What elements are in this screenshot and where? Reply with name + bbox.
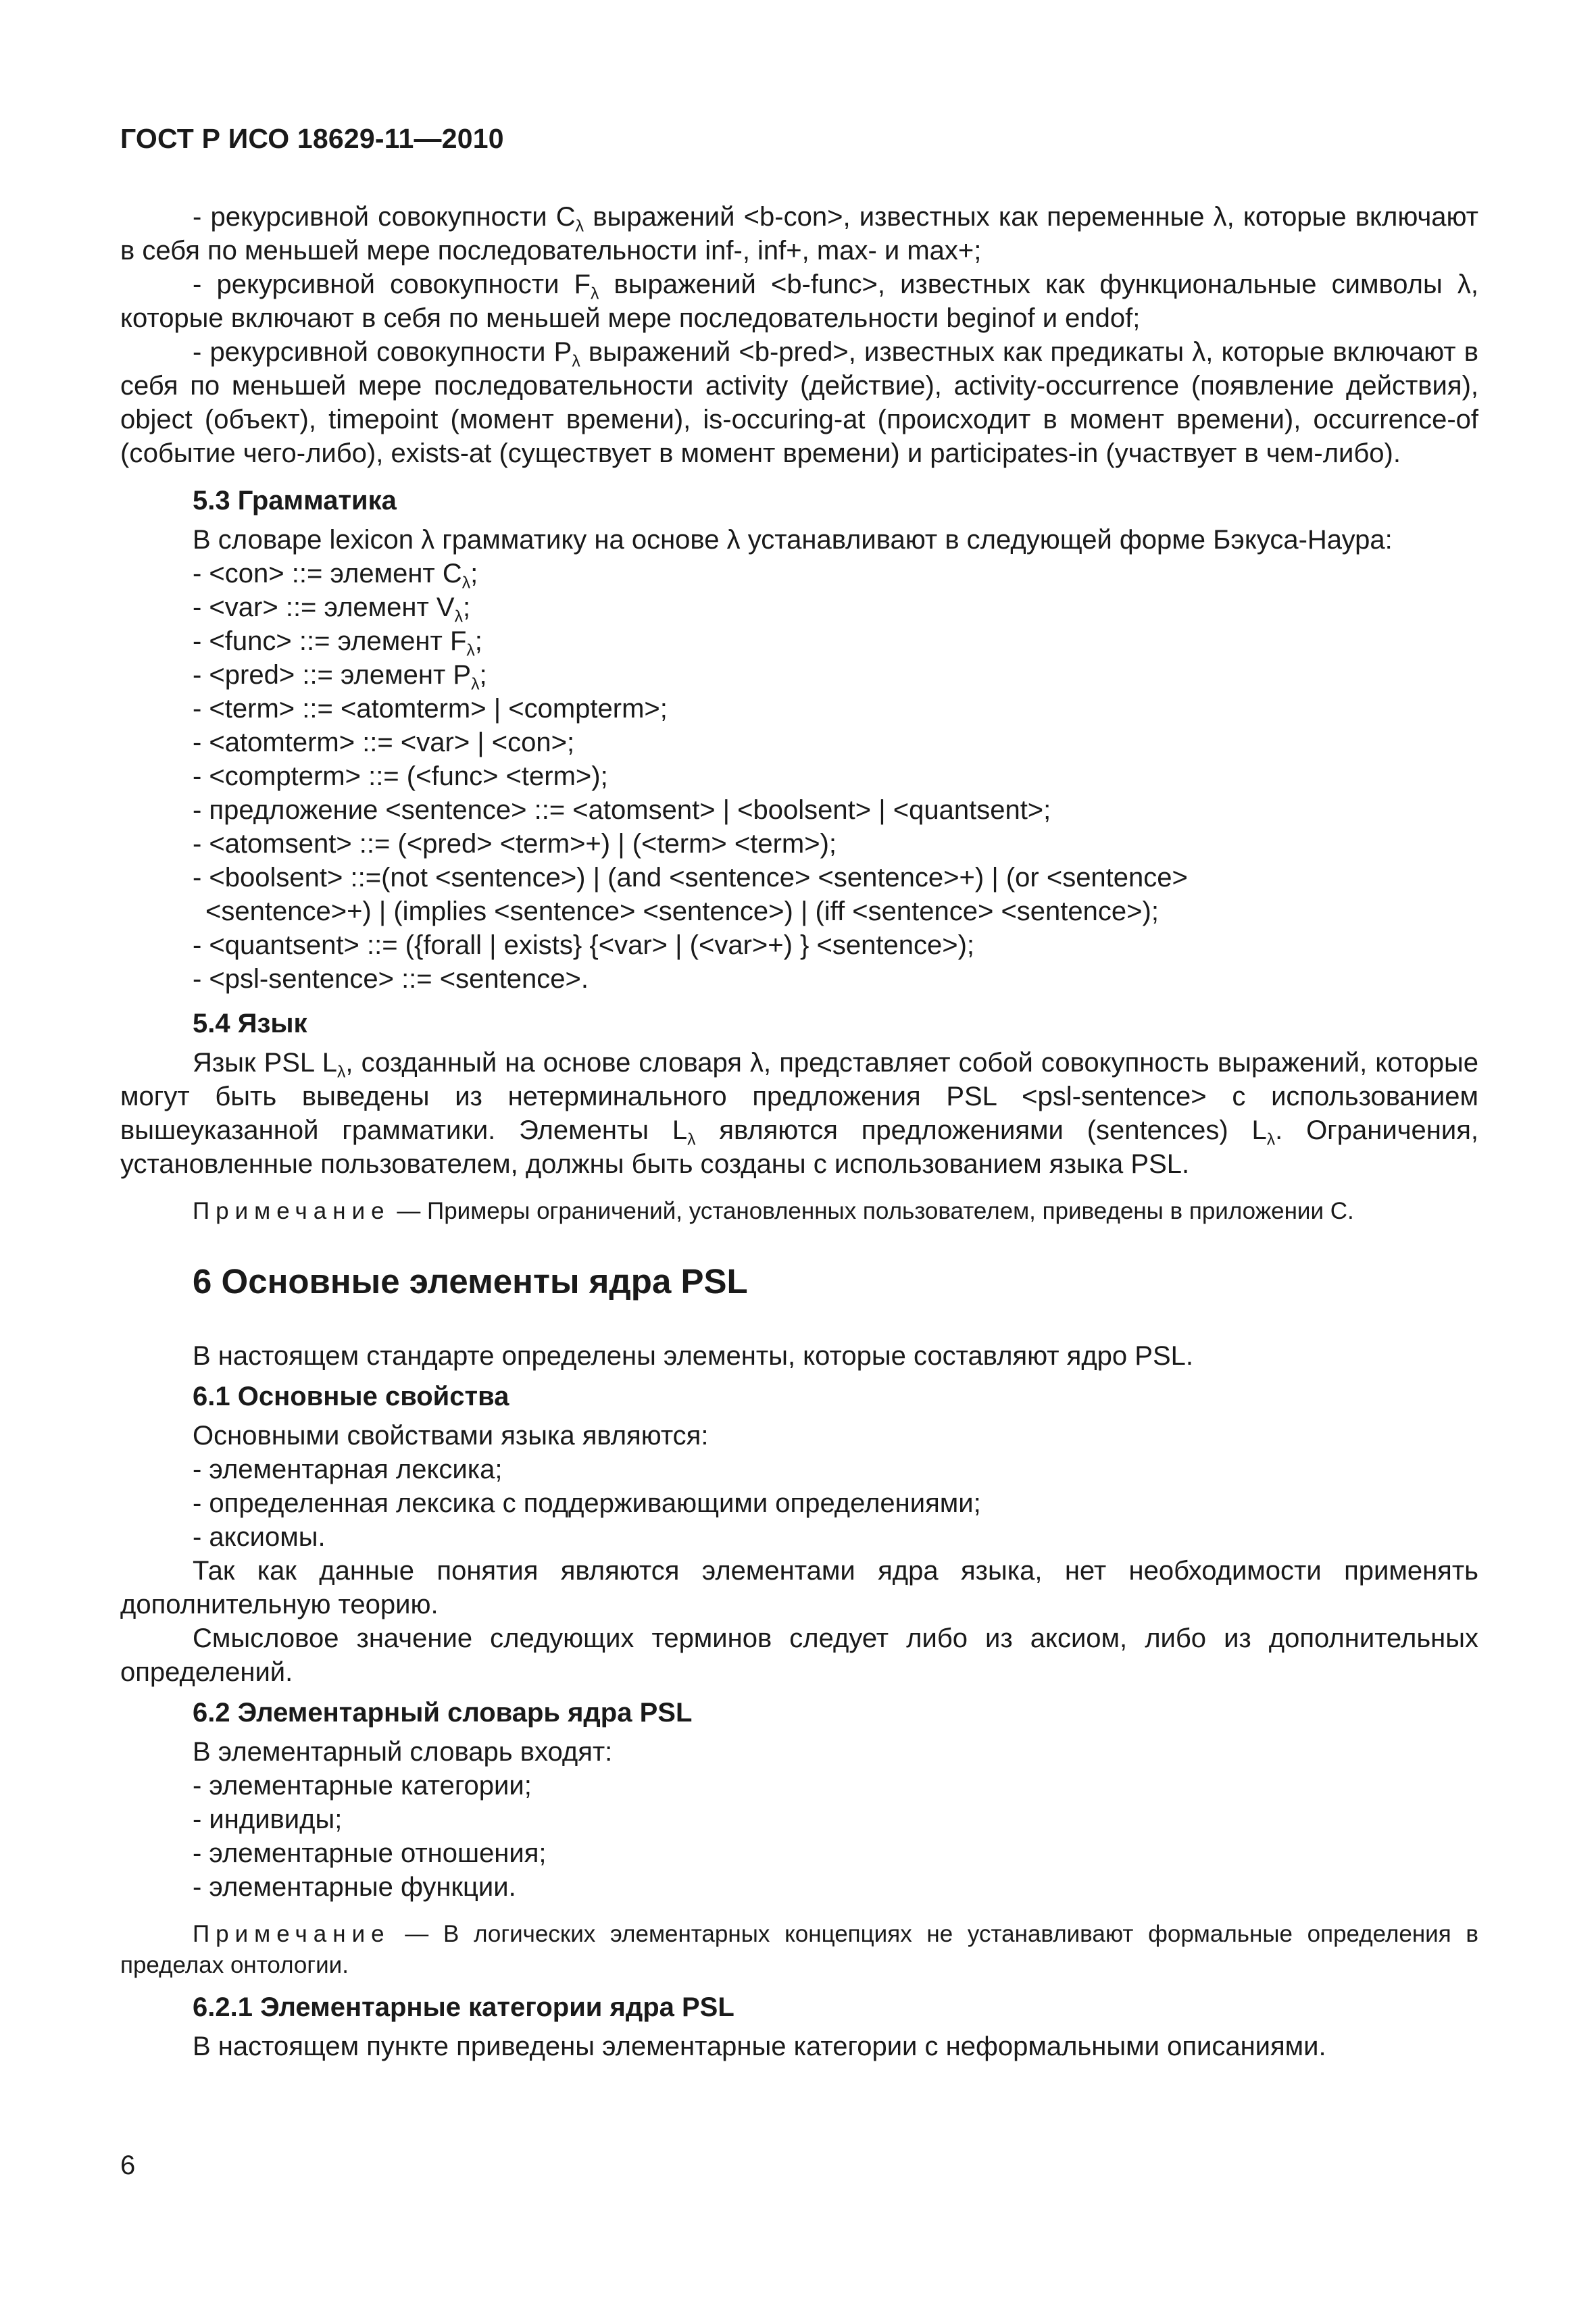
grammar-rule: - <atomterm> ::= <var> | <con>; [193,728,575,757]
list-item: - элементарная лексика; [193,1455,503,1484]
list-item: - индивиды; [193,1805,343,1834]
note-user-constraints: Примечание — Примеры ограничений, установленных пользователем, приведены в приложении С. [193,1198,1354,1224]
list-item: - аксиомы. [193,1522,326,1552]
intro-item-c: - рекурсивной совокупности $C_\lambda$ выражений <b-con>, известных как переменные λ, которые включают в себя по меньшей мере последовательности inf-, inf+, max- и max+; [120,202,1478,266]
grammar-rule: - <quantsent> ::= ({forall | exists} {<var> | (<var>+) } <sentence>); [193,930,975,960]
list-item: - элементарные категории; [193,1771,532,1801]
section-heading-5-4: 5.4 Язык [193,1009,307,1038]
section-heading-5-3: 5.3 Грамматика [193,486,397,515]
section-heading-6-2-1: 6.2.1 Элементарные категории ядра PSL [193,1992,734,2022]
grammar-rule: - <func> ::= элемент $F_\lambda$; [193,626,482,660]
grammar-rule: - <compterm> ::= (<func> <term>); [193,761,608,791]
core-intro: В настоящем стандарте определены элементы, которые составляют ядро PSL. [193,1341,1193,1371]
grammar-rule: - <boolsent> ::=(not <sentence>) | (and <sentence> <sentence>+) | (or <sentence> [193,863,1188,892]
intro-item-p: - рекурсивной совокупности $P_\lambda$ выражений <b-pred>, известных как предикаты λ, которые включают в себя по меньшей мере последовательности activity (действие), activity-occurrence (появление действия), object (объект), timepoint (момент времени), is-occuring-at (происходит в момент времени), occurrence-of (событие чего-либо), exists-at (существует в момент времени) и participates-in (участвует в чем-либо). [120,337,1478,468]
grammar-rule: - <var> ::= элемент $V_\lambda$; [193,593,471,626]
note-logical-concepts: Примечание — В логических элементарных концепциях не устанавливают формальные определения в пределах онтологии. [120,1921,1478,1978]
section-heading-6-1: 6.1 Основные свойства [193,1382,509,1411]
grammar-rule: - <term> ::= <atomterm> | <compterm>; [193,694,668,724]
section-heading-6: 6 Основные элементы ядра PSL [193,1262,748,1301]
grammar-rule: - <pred> ::= элемент $P_\lambda$; [193,660,487,694]
section-heading-6-2: 6.2 Элементарный словарь ядра PSL [193,1698,693,1728]
intro-item-f: - рекурсивной совокупности $F_\lambda$ выражений <b-func>, известных как функциональные символы λ, которые включают в себя по меньшей мере последовательности beginof и endof; [120,270,1478,333]
vocabulary-intro: В элементарный словарь входят: [193,1737,613,1767]
grammar-rule: - предложение <sentence> ::= <atomsent> | <boolsent> | <quantsent>; [193,795,1051,825]
page-content [120,200,1478,2063]
properties-paragraph: Смысловое значение следующих терминов следует либо из аксиом, либо из дополнительных определений. [120,1624,1478,1687]
categories-intro: В настоящем пункте приведены элементарные категории с неформальными описаниями. [193,2032,1326,2061]
grammar-rule: - <psl-sentence> ::= <sentence>. [193,964,589,994]
list-item: - определенная лексика с поддерживающими определениями; [193,1488,981,1518]
list-item: - элементарные функции. [193,1872,516,1902]
grammar-intro: В словаре lexicon λ грамматику на основе λ устанавливают в следующей форме Бэкуса-Наура: [193,525,1393,555]
language-paragraph: Язык PSL $L_\lambda$, созданный на основе словаря λ, представляет собой совокупность выражений, которые могут быть выведены из нетерминального предложения PSL <psl-sentence> с использованием вышеуказанной грамматики. Элементы $L_\lambda$ являются предложениями (sentences) $L_\lambda$. Ограничения, установленные пользователем, должны быть созданы с использованием языка PSL. [120,1048,1478,1179]
standard-header: ГОСТ Р ИСО 18629-11—2010 [120,123,504,154]
list-item: - элементарные отношения; [193,1838,547,1868]
grammar-rule: - <atomsent> ::= (<pred> <term>+) | (<term> <term>); [193,829,837,859]
properties-intro: Основными свойствами языка являются: [193,1421,709,1451]
page-number: 6 [120,2150,136,2180]
grammar-rule: - <con> ::= элемент $C_\lambda$; [193,559,478,593]
grammar-rule-continuation: <sentence>+) | (implies <sentence> <sentence>) | (iff <sentence> <sentence>); [205,897,1159,926]
properties-paragraph: Так как данные понятия являются элементами ядра языка, нет необходимости применять дополнительную теорию. [120,1556,1478,1619]
